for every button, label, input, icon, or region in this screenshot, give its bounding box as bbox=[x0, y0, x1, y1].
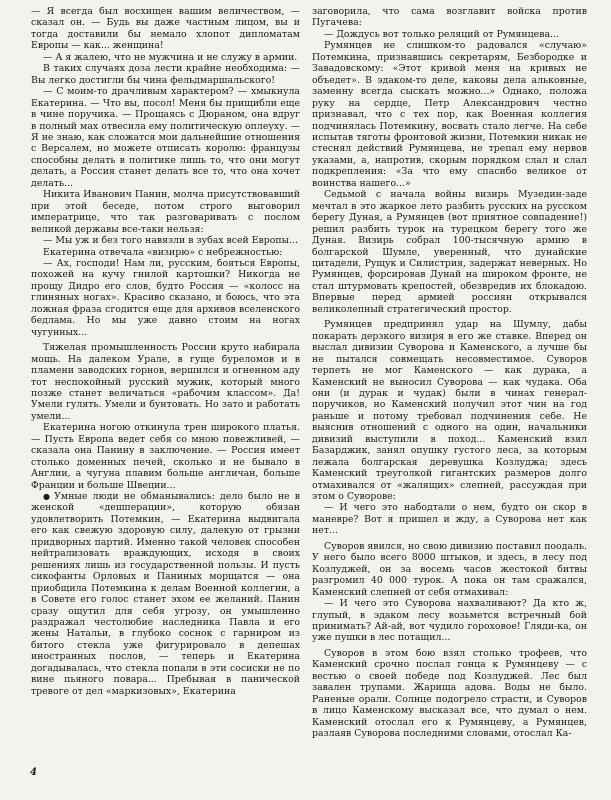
paragraph: Румянцев предпринял удар на Шумлу, дабы покарать дерзкого визиря в его же ставке. Вперед он выслал дивизии Суворова и Каменского, а лучше бы не пытался совмещать несовместимое. Суворов терпеть не мог Каменского — как дурака, а Каменский не выносил Суворова — как чудака. Оба они (и дурак и чудак) были в чинах генерал-поручиков, но Каменский получил этот чин на год раньше и потому требовал подчинения себе. Не выяснив отношений с одного на один, начальники дивизий выступили в поход... Каменский взял Базарджик, занял опушку густого леса, за которым лежала болгарская деревушка Козлуджа; здесь Каменский треуголкой гигантских размеров долго отмахивался от «жалящих» слепней, рассуждая при этом о Суворове: bbox=[312, 319, 587, 503]
paragraph: Екатерина отвечала «визирю» с небрежностью: bbox=[43, 246, 283, 258]
paragraph: — С моим-то драчливым характером? — хмыкнула Екатерина. — Что вы, посол! Меня бы прищибли еще в чине поручика. — Прощаясь с Дюраном, она вдруг в полный мах отвесила ему политическую оплеуху. — Я не знаю, как сложатся мои дальнейшие отношения с Версалем, но можете отписать королю: французы способны делать в политике лишь то, что они могут делать, а Россия станет делать все то, что она хочет делать... bbox=[31, 86, 300, 189]
section-bullet-icon bbox=[43, 491, 54, 502]
paragraph: Румянцев не слишком-то радовался «случаю» Потемкина, признавшись секретарям, Безбородке и Завадовскому: «Этот кривой меня на кривых не объедет». В эдаком-то деле, каковы дела альковные, заменну всегда сыскать можно...» Однако, положа руку на сердце, Петр Александрович честно признавал, что с тех пор, как Военная коллегия подчинялась Потемкину, восвать стало легче. На себе испытав тяготы фронтовой жизни, Потемкин никак не стеснял действий Румянцева, не трепал ему нервов указами, а, напротив, скорым порядком слал и слал подкрепления: «За что ему спасибо великое от воинства нашего...» bbox=[312, 40, 587, 189]
paragraph: — И чего это Суворова нахваливают? Да кто ж, глупый, в эдаком лесу возьмется встречный бой принимать? Ай-ай, вот чудило гороховое! Гляди-ка, он уже пушки в лес потащил... bbox=[312, 598, 587, 644]
paragraph: Екатерина ногою откинула трен широкого платья. — Пусть Европа ведет себя со мною повежливей, — сказала она Панину в заключение. — Россия имеет столько доменных печей, сколько и не бывало в Англии, а чугуна плавим больше англичан, больше Франции и больше Швеции... bbox=[31, 422, 300, 491]
paragraph: Тяжелая промышленность России круто набирала мощь. На далеком Урале, в гуще буреломов и в пламени заводских горнов, вершился и огненном аду тот неспокойный русский мужик, который много позже станет величаться «рабочим классом». Да! Умели гулять. Умели и бунтовать. Но зато и работать умели... bbox=[31, 342, 300, 422]
left-text-column bbox=[31, 6, 300, 697]
paragraph-with-bullet bbox=[31, 491, 300, 697]
paragraph-text: Умные люди не обманывались: дело было не в женской «дешперации», которую обязан удовлетворить Потемкин, — Екатерина выдвигала его как свежую здоровую силу, далекую от грызни придворных партий. Именно такой человек способен нейтрализовать враждующих, исходя в своих решениях лишь из государственной пользы. И пусть сикофанты Орловых и Паниных морщатся — она приобщила Потемкина к делам Военной коллегии, а в Совете его голос станет эхом ее желаний. Панин сразу ощутил для себя угрозу, он умышленно раздражал честолюбие наследника Павла и его жены Натальи, в глубоко соснок с гарниром из битого стекла уже фигурировало в депешах иностранных послов, — теперь и Екатерина догадывалась, что стекла попали в эти сосиски не по вине пьяного повара... Пребывая в панической тревоге от дел «маркизовых», Екатерина bbox=[31, 491, 300, 697]
paragraph: — Ах, господи! Нам ли, русским, бояться Европы, похожей на кучу гнилой картошки? Никогда не прощу Дидро его слов, будто Россия — «колосс на глиняных ногах». Красиво сказано, и боюсь, что эта ложная фраза сгодится еще для архивов вселенского бедлама. Но мы уже давно стоим на ногах чугунных... bbox=[31, 257, 300, 338]
paragraph: Никита Иванович Панин, молча присутствовавший при этой беседе, потом строго выговорил императрице, что так разговаривать с послом великой державы все-таки нельзя: bbox=[31, 189, 300, 235]
paragraph: — Дождусь вот только реляций от Румянцева... bbox=[324, 28, 559, 40]
paragraph: — А я жалею, что не мужчина и не служу в армии. bbox=[43, 51, 298, 63]
paragraph: В таких случаях доза лести крайне необходима: — Вы легко достигли бы чина фельдмаршальского! bbox=[31, 63, 300, 86]
paragraph: — Мы уж и без того навязли в зубах всей Европы... bbox=[43, 235, 298, 247]
paragraph: — И чего это набодтали о нем, будто он скор в маневре? Вот я пришел и жду, а Суворова нет как нет... bbox=[312, 502, 587, 537]
paragraph: заговорила, что сама возглавит войска против Пугачева: bbox=[312, 6, 587, 29]
page-number: 4 bbox=[30, 767, 37, 778]
paragraph: — Я всегда был восхищен вашим величеством, — сказал он. — Будь вы даже частным лицом, вы и тогда доставили бы немало хлопот дипломатам Европы — как... женщина! bbox=[31, 6, 300, 52]
paragraph: Суворов явился, но свою дивизию поставил поодаль. У него было всего 8000 штыков, и здесь, в лесу под Козлуджей, он за восемь часов жестокой битвы разгромил 40 000 турок. А пока он там сражался, Каменский слепней от себя отмахивал: bbox=[312, 540, 587, 598]
paragraph: Суворов в этом бою взял столько трофеев, что Каменский срочно послал гонца к Румянцеву — с вестью о своей победе под Козлуджей. Лес был завален трупами. Жарища адова. Воды не было. Раненые орали. Солнце подогрело страсти, и Суворов в лицо Каменскому высказал все, что думал о нем. Каменский отослал его к Румянцеву, а Румянцев, разлаяв Суворова последними словами, отослал Ка- bbox=[312, 647, 587, 740]
paragraph: Седьмой с начала войны визирь Музедин-заде мечтал в это жаркое лето разбить русских на русском берегу Дуная, а Румянцев (вот приятное совпадение!) решил разбить турок на турецком берегу того же Дуная. Визирь собрал 100-тысячную армию в болгарской Шумле, уверенный, что дунайские цитадели, Рущук и Силистрия, задержат неверных. Но Румянцев, форсировав Дунай на широком фронте, не стал штурмовать крепостей, обезвредив их блокадою. Впервые перед армией россиян открывался великолепный стратегический простор. bbox=[312, 189, 587, 315]
right-text-column bbox=[312, 6, 587, 740]
